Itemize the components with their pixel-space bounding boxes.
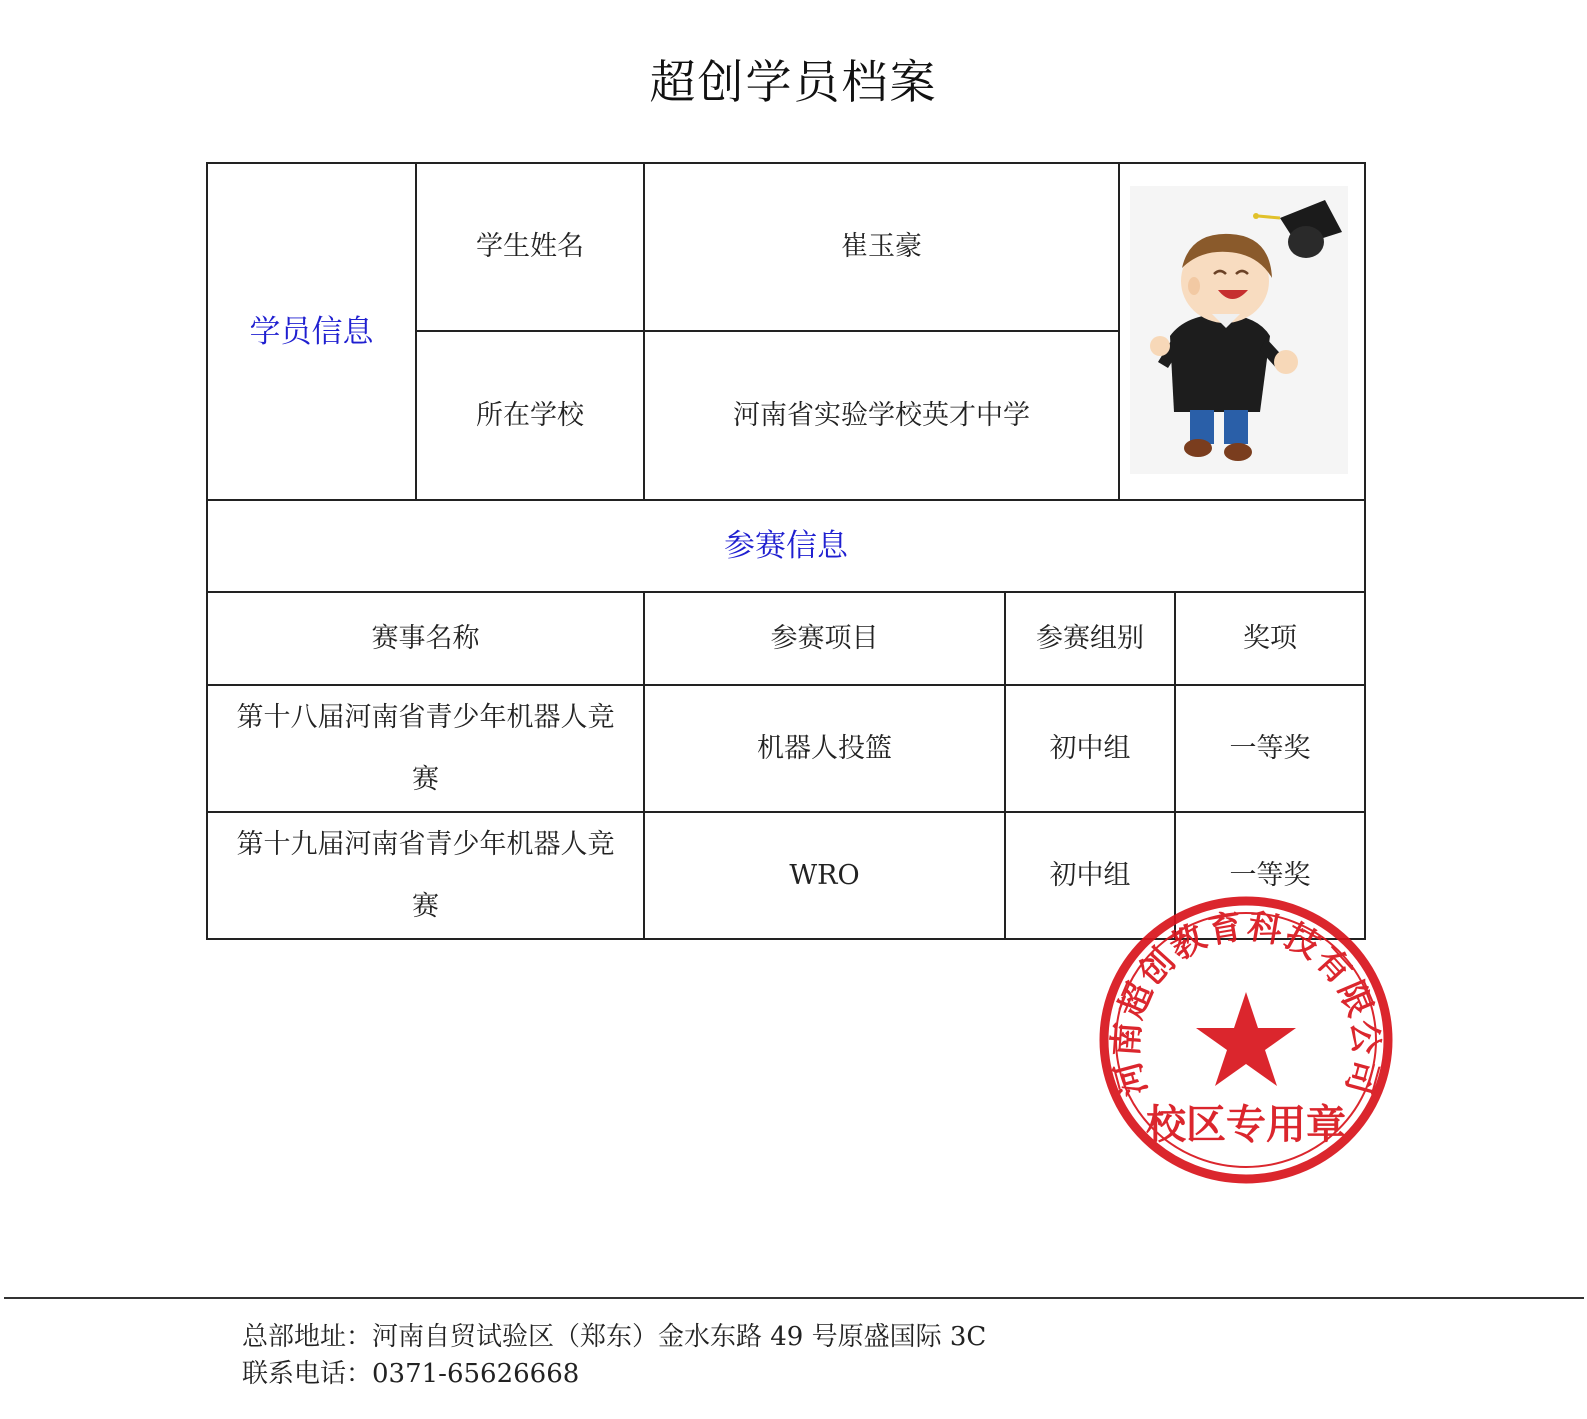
page-title: 超创学员档案 xyxy=(649,55,938,109)
student-name-label: 学生姓名 xyxy=(476,231,584,262)
column-header-competition-name: 赛事名称 xyxy=(371,622,480,654)
student-info-header: 学员信息 xyxy=(249,313,374,350)
table-row-2-group: 初中组 xyxy=(1049,859,1131,891)
table-row-1-project: 机器人投篮 xyxy=(757,732,892,764)
table-row-1-award: 一等奖 xyxy=(1229,732,1311,764)
table-row-1-group: 初中组 xyxy=(1049,732,1131,764)
table-row-2-project: WRO xyxy=(789,859,860,891)
table-row-2-competition-name: 第十九届河南省青少年机器人竞赛 xyxy=(236,828,615,922)
competition-info-header: 参赛信息 xyxy=(724,528,848,564)
column-header-group: 参赛组别 xyxy=(1036,622,1144,654)
table-row-1-competition-name: 第十八届河南省青少年机器人竞赛 xyxy=(236,701,615,795)
school-value: 河南省实验学校英才中学 xyxy=(733,399,1030,431)
column-header-award: 奖项 xyxy=(1243,622,1297,654)
student-avatar xyxy=(1130,186,1348,474)
school-label: 所在学校 xyxy=(476,399,584,431)
seal-ring-text: 河南超创教育科技有限公司 xyxy=(1106,906,1386,1101)
seal-bottom-text: 校区专用章 xyxy=(1146,1102,1346,1148)
footer-address: 总部地址：河南自贸试验区（郑东）金水东路 49 号原盛国际 3C xyxy=(242,1322,987,1352)
table-row-2-award: 一等奖 xyxy=(1229,859,1311,891)
student-name-value: 崔玉豪 xyxy=(841,231,922,262)
official-seal xyxy=(1096,892,1396,1188)
seal-star-icon xyxy=(1196,992,1296,1086)
footer-divider xyxy=(4,1297,1584,1299)
column-header-project: 参赛项目 xyxy=(770,622,879,654)
footer-phone: 联系电话：0371-65626668 xyxy=(242,1359,580,1389)
